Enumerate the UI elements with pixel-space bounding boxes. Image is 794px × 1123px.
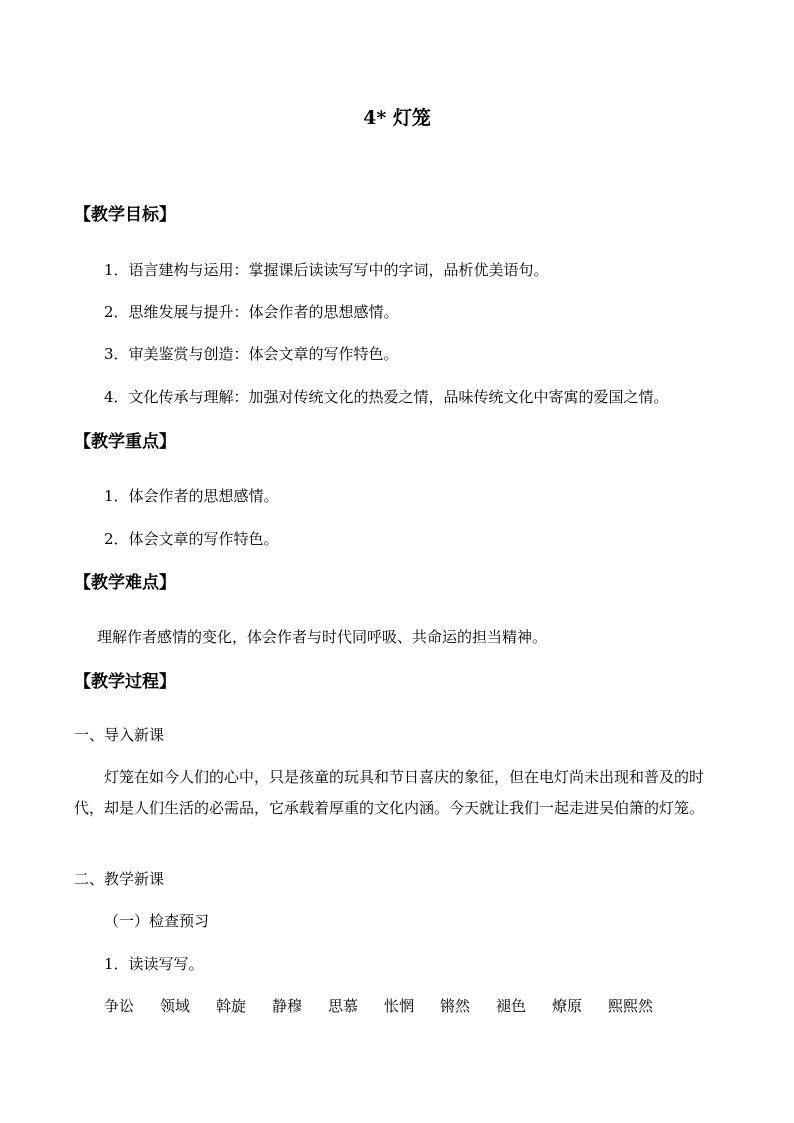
vocab-word: 燎原 — [552, 997, 583, 1015]
section-1-label: 一、导入新课 — [74, 726, 165, 744]
process-heading: 【教学过程】 — [74, 672, 176, 692]
vocab-word: 怅惘 — [384, 997, 415, 1015]
vocab-word: 锵然 — [440, 997, 471, 1015]
page-title: 4* 灯笼 — [363, 107, 431, 129]
key-point-item-1: 1．体会作者的思想感情。 — [104, 487, 279, 505]
goal-item-1: 1．语言建构与运用：掌握课后读读写写中的字词，品析优美语句。 — [104, 261, 549, 279]
vocabulary-list — [104, 996, 664, 1016]
goal-item-3: 3．审美鉴赏与创造：体会文章的写作特色。 — [104, 345, 399, 363]
vocab-word: 领域 — [160, 997, 191, 1015]
read-write-label: 1．读读写写。 — [104, 955, 204, 973]
goal-item-2: 2．思维发展与提升：体会作者的思想感情。 — [104, 303, 399, 321]
difficulties-heading: 【教学难点】 — [74, 573, 176, 593]
difficulties-text: 理解作者感情的变化，体会作者与时代同呼吸、共命运的担当精神。 — [97, 628, 548, 646]
goals-heading: 【教学目标】 — [74, 205, 176, 225]
intro-paragraph: 灯笼在如今人们的心中，只是孩童的玩具和节日喜庆的象征，但在电灯尚未出现和普及的时代，却是人们生活的必需品，它承载着厚重的文化内涵。今天就让我们一起走进吴伯箫的灯笼。 — [74, 768, 705, 817]
vocab-word: 熙熙然 — [608, 997, 654, 1015]
vocab-word: 静穆 — [272, 997, 303, 1015]
goal-item-4: 4．文化传承与理解：加强对传统文化的热爱之情，品味传统文化中寄寓的爱国之情。 — [104, 388, 669, 406]
vocab-word: 褪色 — [496, 997, 527, 1015]
key-point-item-2: 2．体会文章的写作特色。 — [104, 530, 279, 548]
vocab-word: 争讼 — [104, 997, 135, 1015]
vocab-word: 斡旋 — [216, 997, 247, 1015]
vocab-word: 思慕 — [328, 997, 359, 1015]
subsection-1-label: （一）检查预习 — [104, 912, 210, 930]
key-points-heading: 【教学重点】 — [74, 432, 176, 452]
section-2-label: 二、教学新课 — [74, 870, 165, 888]
